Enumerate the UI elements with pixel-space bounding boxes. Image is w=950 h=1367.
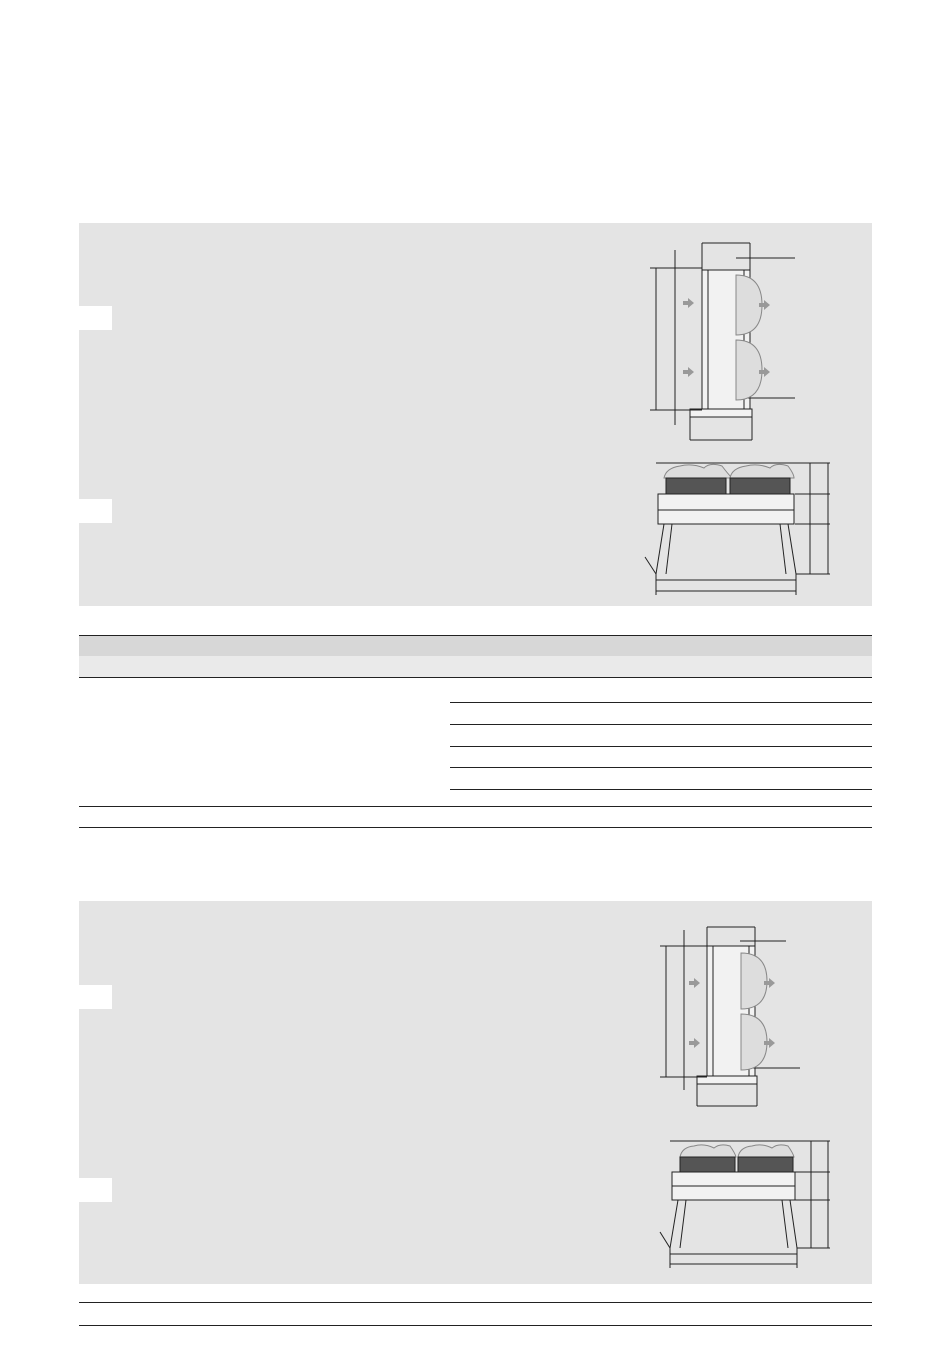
footer-rule [79, 1302, 872, 1303]
footer-rule [79, 1325, 872, 1326]
